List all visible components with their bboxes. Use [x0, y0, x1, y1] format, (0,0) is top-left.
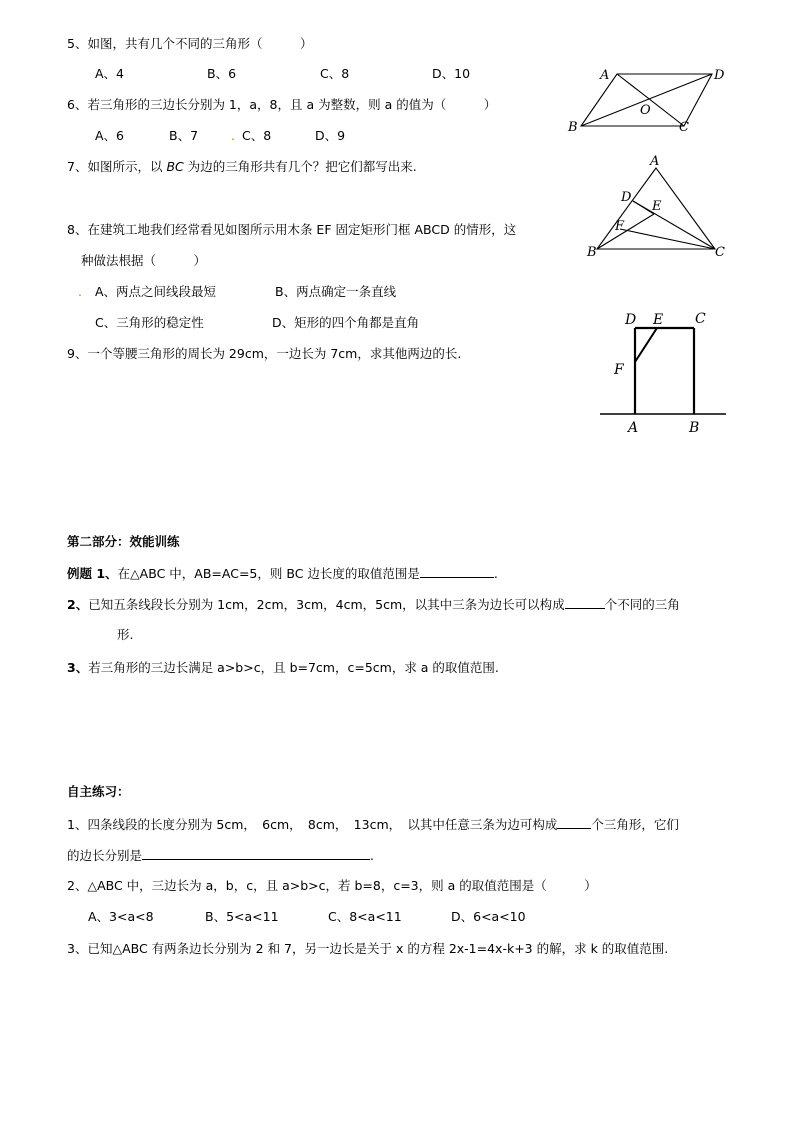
question-7-stem: [67, 159, 417, 175]
practice-q2-option-c: C、8<a<11: [328, 909, 402, 924]
q6-marker: .: [231, 128, 235, 143]
question-6-stem: 6、若三角形的三边长分别为 1，a，8，且 a 为整数，则 a 的值为（ ）: [67, 97, 497, 112]
q6-option-d: D、9: [315, 128, 346, 143]
answer-blank[interactable]: [565, 596, 605, 609]
q8-marker: .: [78, 284, 82, 299]
question-5-stem: 5、如图，共有几个不同的三角形（ ）: [67, 36, 313, 51]
label-f: F: [615, 219, 625, 234]
label-a: A: [650, 154, 660, 169]
example-1-text: 在△ABC 中，AB=AC=5，则 BC 边长度的取值范围是: [117, 566, 420, 581]
q6-option-b: B、7: [169, 128, 199, 143]
line-be: [597, 214, 654, 249]
q2-after: 个不同的三角: [604, 597, 680, 612]
triangle-figure: [583, 152, 733, 262]
q7-prefix: 7、如图所示，以: [67, 159, 167, 174]
parallelogram-figure: [565, 62, 735, 140]
part2-question-3: [67, 660, 499, 676]
q5-option-a: A、4: [95, 66, 125, 81]
practice-q2-option-a: A、3<a<8: [88, 909, 154, 924]
example-1-end: .: [493, 566, 498, 581]
question-9-stem: 9、一个等腰三角形的周长为 29cm，一边长为 7cm，求其他两边的长.: [67, 346, 462, 361]
example-1: [67, 565, 498, 582]
practice-q1-text: 1、四条线段的长度分别为 5cm， 6cm， 8cm， 13cm， 以其中任意三条为边可构成: [67, 817, 558, 832]
question-8-line1: 8、在建筑工地我们经常看见如图所示用木条 EF 固定矩形门框 ABCD 的情形，这: [67, 222, 517, 237]
label-a: A: [628, 420, 639, 436]
part2-question-2-line2: 形.: [117, 627, 134, 642]
part2-question-2: [67, 596, 680, 613]
q8-option-b: B、两点确定一条直线: [275, 284, 397, 299]
label-d: D: [621, 190, 632, 205]
label-c: C: [715, 245, 725, 260]
label-c: C: [679, 120, 689, 135]
label-d: D: [625, 312, 637, 328]
practice-question-1-line2: [67, 847, 374, 864]
practice-question-1: [67, 816, 679, 833]
label-d: D: [714, 68, 725, 83]
q5-option-b: B、6: [207, 66, 237, 81]
brace-ef: [635, 328, 657, 362]
practice-q2-option-d: D、6<a<10: [451, 909, 526, 924]
q2-text: 已知五条线段长分别为 1cm，2cm，3cm，4cm，5cm，以其中三条为边长可以构成: [88, 597, 565, 612]
answer-blank[interactable]: [420, 565, 494, 578]
q8-option-a: A、两点之间线段最短: [95, 284, 217, 299]
practice-question-2-stem: 2、△ABC 中，三边长为 a，b，c，且 a>b>c，若 b=8，c=3，则 a 的取值范围是（ ）: [67, 878, 597, 893]
q7-bc: BC: [166, 159, 184, 174]
diagonal-ac: [617, 74, 684, 126]
door-frame-figure: [600, 305, 730, 440]
q8-option-c: C、三角形的稳定性: [95, 315, 204, 330]
q6-option-a: A、6: [95, 128, 125, 143]
q7-suffix: 为边的三角形共有几个？把它们都写出来.: [183, 159, 417, 174]
label-e: E: [652, 199, 662, 214]
question-8-line2: 种做法根据（ ）: [81, 253, 207, 268]
answer-blank[interactable]: [142, 847, 370, 860]
q3-text: 若三角形的三边长满足 a>b>c，且 b=7cm，c=5cm，求 a 的取值范围.: [88, 660, 499, 675]
answer-blank[interactable]: [557, 816, 591, 829]
practice-heading: 自主练习：: [67, 784, 130, 799]
q8-option-d: D、矩形的四个角都是直角: [272, 315, 420, 330]
example-1-label: 例题 1、: [67, 566, 118, 581]
label-a: A: [600, 68, 610, 83]
practice-q2-option-b: B、5<a<11: [205, 909, 279, 924]
practice-q1-line2-text: 的边长分别是: [67, 848, 143, 863]
label-o: O: [640, 103, 651, 118]
label-f: F: [614, 362, 624, 378]
q5-option-d: D、10: [432, 66, 471, 81]
part2-heading: 第二部分：效能训练: [67, 534, 180, 549]
q6-option-c: C、8: [242, 128, 272, 143]
line-fc: [620, 229, 715, 249]
label-c: C: [695, 311, 706, 327]
practice-q1-after: 个三角形，它们: [591, 817, 679, 832]
label-b: B: [689, 420, 700, 436]
q5-option-c: C、8: [320, 66, 350, 81]
q2-label: 2、: [67, 597, 89, 612]
q3-label: 3、: [67, 660, 89, 675]
label-e: E: [653, 312, 664, 328]
line-dc: [633, 201, 715, 249]
practice-question-3-stem: 3、已知△ABC 有两条边长分别为 2 和 7，另一边长是关于 x 的方程 2x-1=4x-k+3 的解，求 k 的取值范围.: [67, 941, 669, 956]
practice-q1-end: .: [370, 848, 374, 863]
label-b: B: [587, 245, 597, 260]
label-b: B: [568, 120, 578, 135]
